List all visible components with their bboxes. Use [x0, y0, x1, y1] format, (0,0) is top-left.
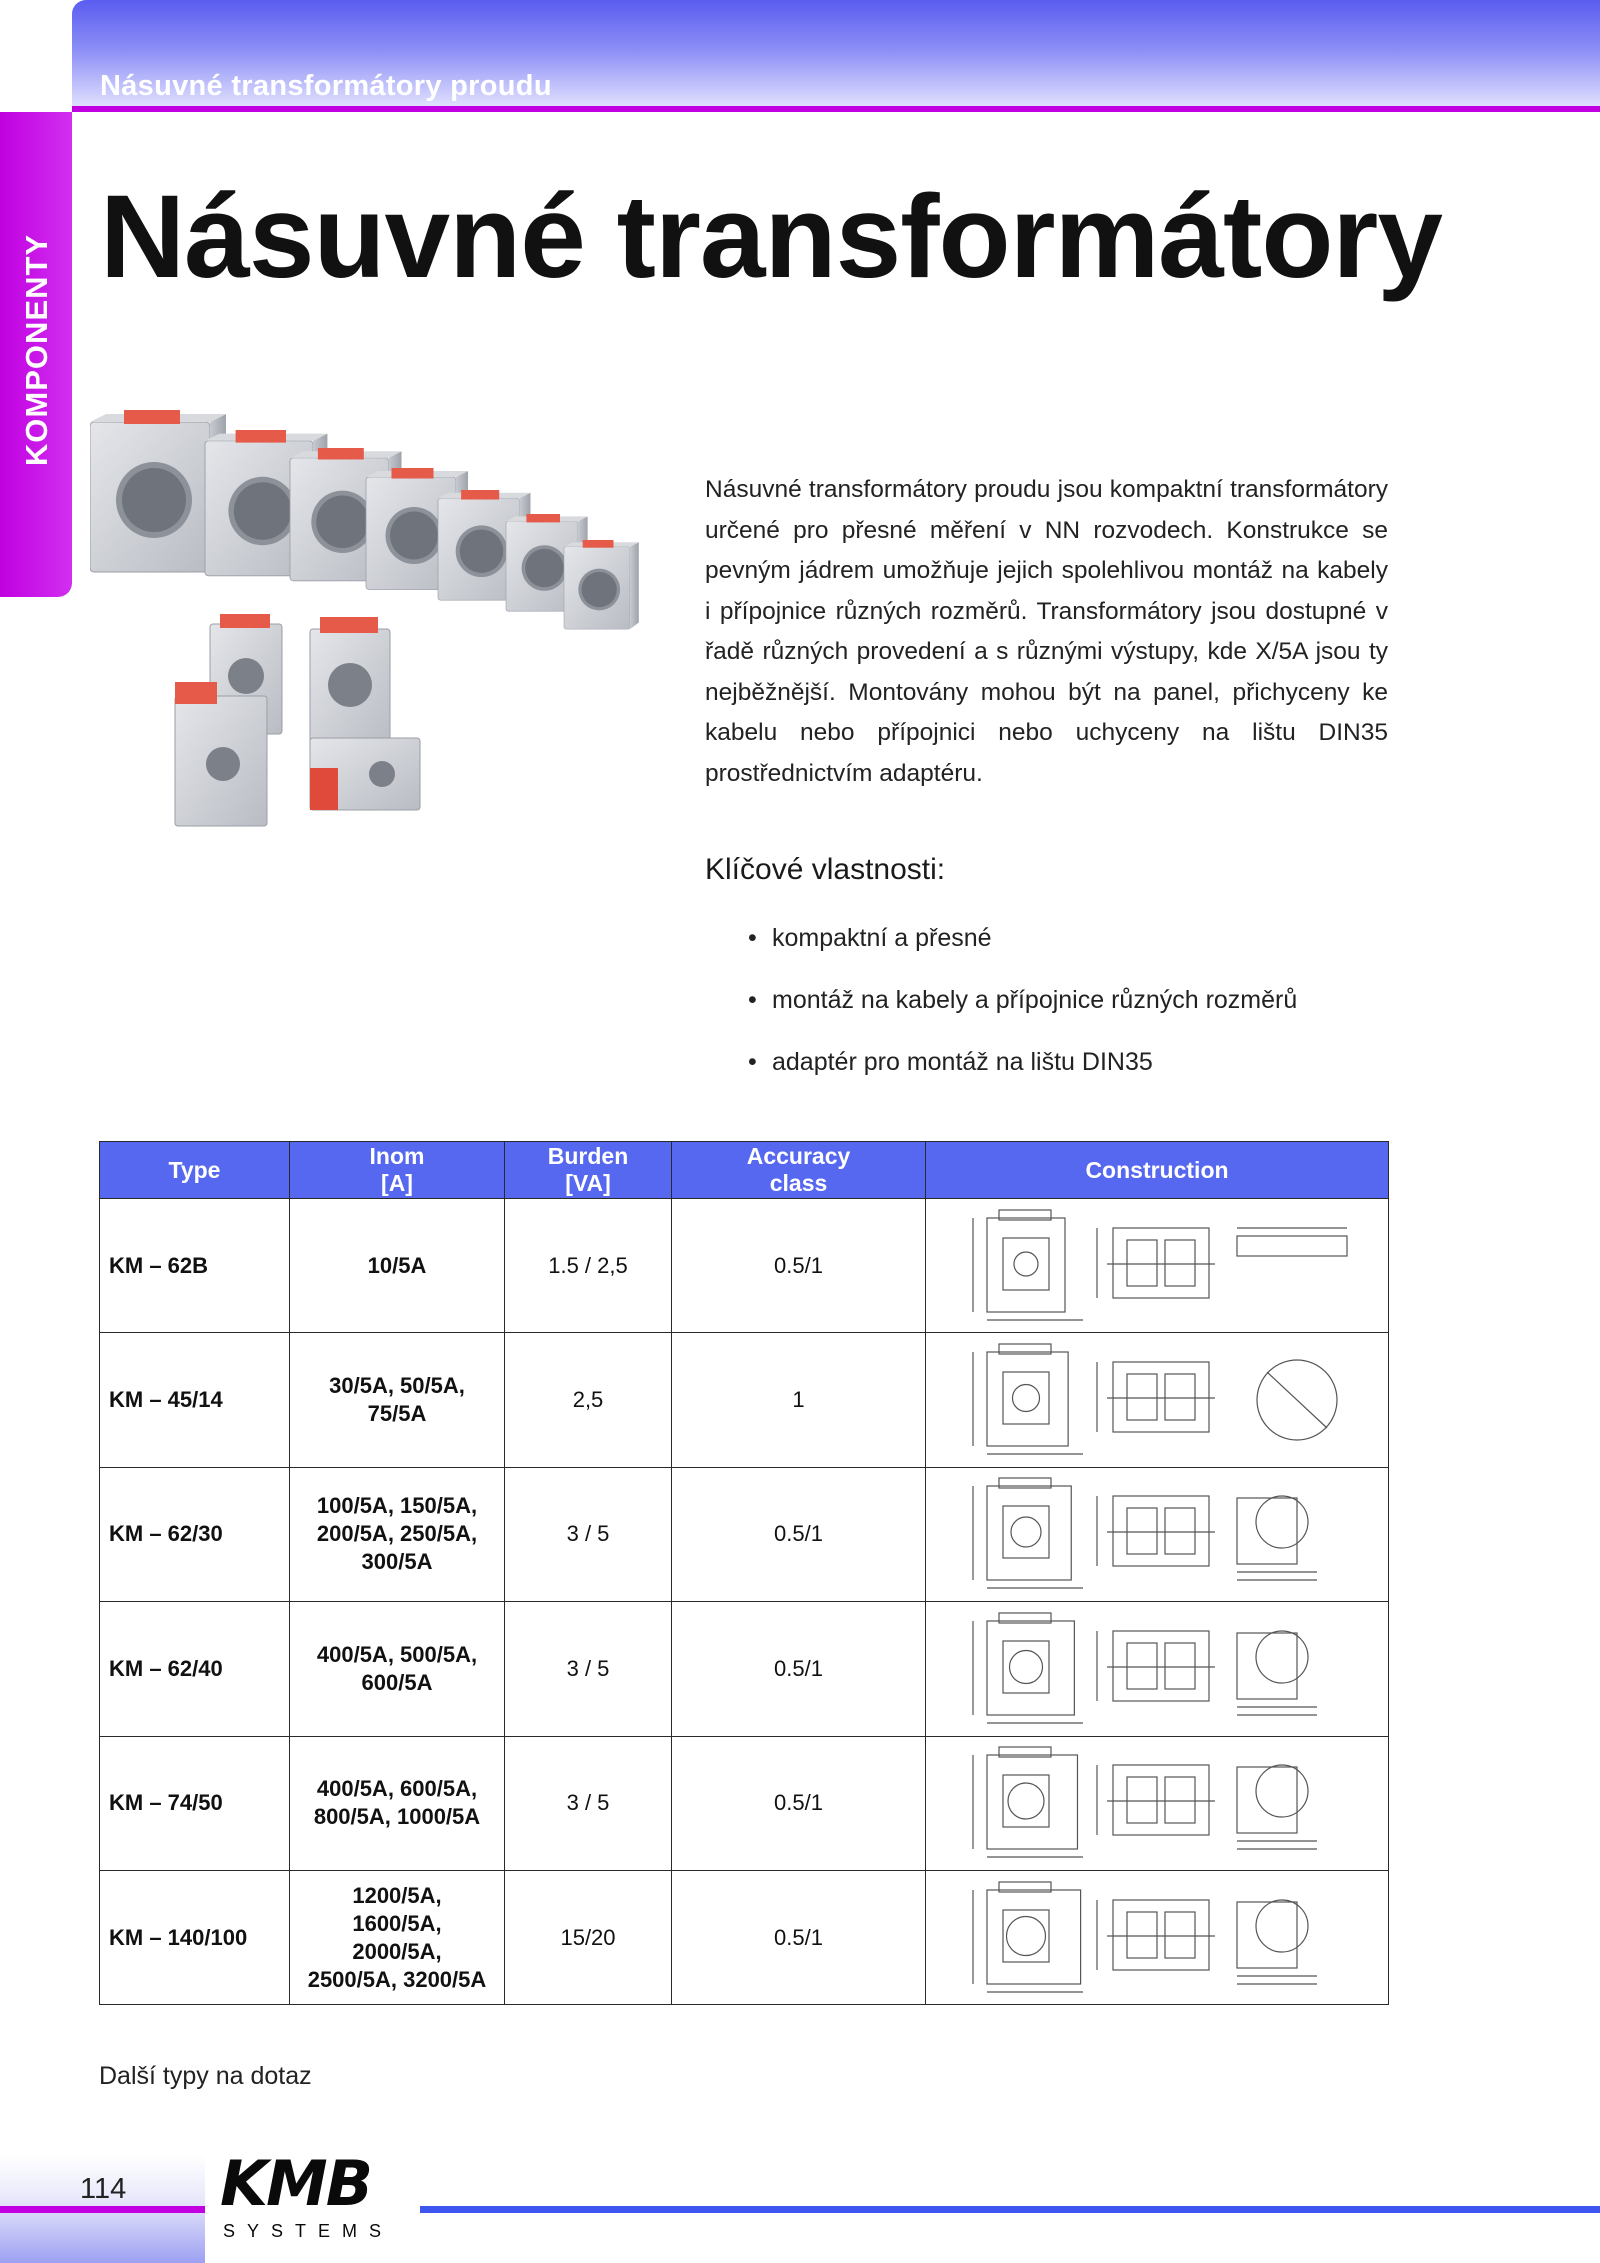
feature-item: • montáž na kabely a přípojnice různých rozměrů: [748, 986, 1297, 1048]
cell-accuracy: 1: [672, 1333, 926, 1467]
construction-drawing: [934, 1338, 1380, 1462]
cell-type: KM – 74/50: [100, 1736, 290, 1870]
column-header-construction: Construction: [926, 1142, 1389, 1199]
header-band: [72, 0, 1600, 112]
table-row: [100, 1870, 1389, 2004]
kmb-logo: [220, 2147, 405, 2245]
features-heading: Klíčové vlastnosti:: [705, 853, 946, 886]
table-row: [100, 1199, 1389, 1333]
cell-burden: 1.5 / 2,5: [505, 1199, 672, 1333]
cell-type: KM – 45/14: [100, 1333, 290, 1467]
header-divider: [72, 106, 1600, 112]
cell-accuracy: 0.5/1: [672, 1870, 926, 2004]
cell-burden: 15/20: [505, 1870, 672, 2004]
construction-drawing: [934, 1472, 1380, 1596]
cell-type: KM – 62/30: [100, 1467, 290, 1601]
cell-construction: [926, 1199, 1389, 1333]
features-list: [748, 924, 1297, 1110]
table-row: [100, 1736, 1389, 1870]
column-header-accuracy: Accuracy class: [672, 1142, 926, 1199]
column-header-burden: Burden [VA]: [505, 1142, 672, 1199]
cell-construction: [926, 1602, 1389, 1736]
section-title: Násuvné transformátory proudu: [100, 70, 552, 102]
cell-type: KM – 62/40: [100, 1602, 290, 1736]
spec-table: [99, 1141, 1389, 2005]
side-tab: [0, 112, 72, 597]
cell-construction: [926, 1870, 1389, 2004]
table-row: [100, 1333, 1389, 1467]
cell-construction: [926, 1736, 1389, 1870]
logo-mark: KMB: [220, 2147, 371, 2220]
cell-accuracy: 0.5/1: [672, 1199, 926, 1333]
cell-construction: [926, 1333, 1389, 1467]
cell-burden: 3 / 5: [505, 1602, 672, 1736]
cell-burden: 3 / 5: [505, 1736, 672, 1870]
footer-divider-right: [420, 2206, 1600, 2213]
column-header-type: Type: [100, 1142, 290, 1199]
construction-drawing: [934, 1204, 1380, 1328]
feature-item: • adaptér pro montáž na lištu DIN35: [748, 1048, 1297, 1110]
construction-drawing: [934, 1741, 1380, 1865]
construction-drawing: [934, 1607, 1380, 1731]
column-header-inom: Inom [A]: [290, 1142, 505, 1199]
more-types-note: Další typy na dotaz: [99, 2062, 312, 2090]
cell-accuracy: 0.5/1: [672, 1602, 926, 1736]
cell-burden: 3 / 5: [505, 1467, 672, 1601]
cell-accuracy: 0.5/1: [672, 1467, 926, 1601]
table-header-row: [100, 1142, 1389, 1199]
intro-paragraph: Násuvné transformátory proudu jsou kompaktní transformátory určené pro přesné měření v NN rozvodech. Konstrukce se pevným jádrem umožňuje jejich spolehlivou montáž na kabely i přípojnice různých rozměrů. Transformátory jsou dostupné v řadě různých provedení a s různými výstupy, kde X/5A jsou ty nejběžnější. Montovány mohou být na panel, přichyceny ke kabelu nebo přípojnici nebo uchyceny na lištu DIN35 prostřednictvím adaptéru.: [705, 476, 1388, 787]
side-tab-label: KOMPONENTY: [19, 233, 54, 467]
cell-inom: 1200/5A, 1600/5A, 2000/5A, 2500/5A, 3200/5A: [290, 1870, 505, 2004]
cell-inom: 400/5A, 500/5A, 600/5A: [290, 1602, 505, 1736]
cell-type: KM – 62B: [100, 1199, 290, 1333]
page-number: 114: [80, 2173, 127, 2205]
cell-burden: 2,5: [505, 1333, 672, 1467]
cell-accuracy: 0.5/1: [672, 1736, 926, 1870]
feature-item: • kompaktní a přesné: [748, 924, 1297, 986]
cell-inom: 30/5A, 50/5A, 75/5A: [290, 1333, 505, 1467]
page-title: Násuvné transformátory: [100, 171, 1442, 303]
product-photo: [90, 410, 690, 830]
cell-inom: 100/5A, 150/5A, 200/5A, 250/5A, 300/5A: [290, 1467, 505, 1601]
logo-subtitle: SYSTEMS: [223, 2221, 394, 2241]
cell-inom: 10/5A: [290, 1199, 505, 1333]
footer-divider-left: [0, 2206, 205, 2213]
cell-construction: [926, 1467, 1389, 1601]
cell-type: KM – 140/100: [100, 1870, 290, 2004]
cell-inom: 400/5A, 600/5A, 800/5A, 1000/5A: [290, 1736, 505, 1870]
table-row: [100, 1467, 1389, 1601]
construction-drawing: [934, 1876, 1380, 2000]
table-row: [100, 1602, 1389, 1736]
